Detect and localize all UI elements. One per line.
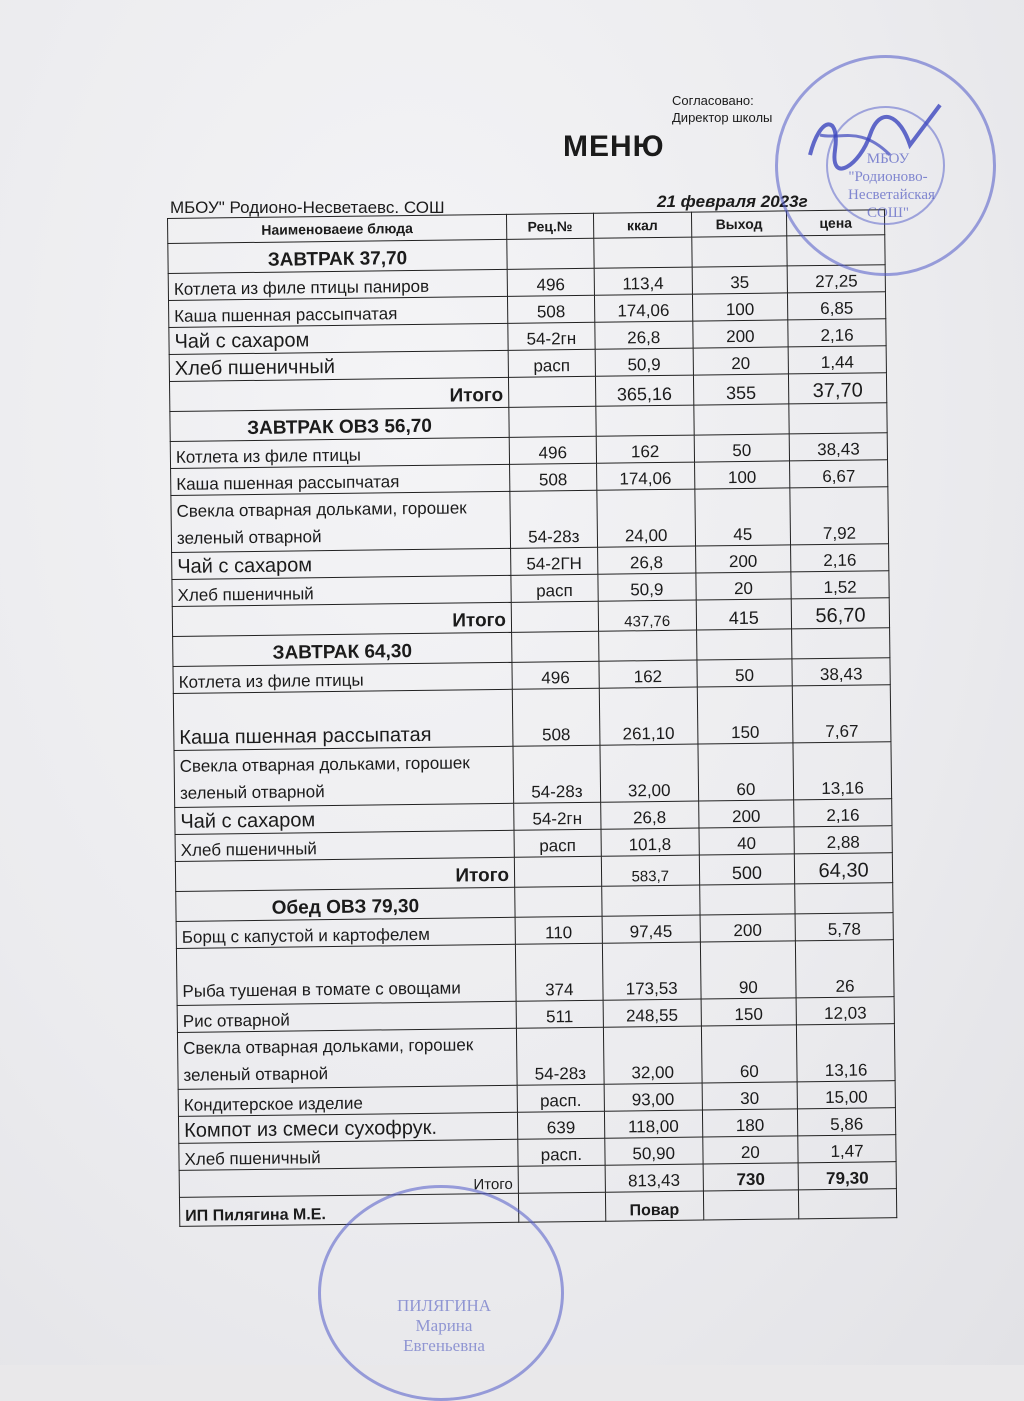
total-out: 355 (693, 374, 789, 405)
header-out: Выход (691, 211, 787, 237)
dish-name: Хлеб пшеничный (172, 575, 511, 606)
dish-price: 38,43 (789, 433, 887, 461)
dish-price: 2,16 (794, 799, 892, 827)
dish-price: 6,67 (790, 460, 888, 488)
dish-out: 100 (694, 461, 790, 489)
dish-out: 45 (694, 488, 790, 546)
dish-out: 150 (701, 998, 797, 1026)
dish-out: 90 (700, 941, 796, 999)
dish-price: 26 (796, 940, 894, 998)
dish-kcal: 26,8 (597, 546, 695, 574)
approval-block (672, 92, 772, 126)
dish-price: 1,44 (788, 346, 886, 374)
dish-out: 50 (694, 434, 790, 462)
dish-price: 7,92 (790, 487, 888, 545)
total-out: 415 (696, 599, 792, 630)
table-row (176, 940, 894, 1006)
dish-kcal: 32,00 (600, 744, 698, 802)
dish-price: 7,67 (792, 685, 890, 743)
dish-rec: 496 (507, 268, 594, 296)
dish-kcal: 174,06 (596, 462, 694, 490)
cook-label: Повар (605, 1191, 703, 1221)
dish-kcal: 50,9 (595, 348, 693, 376)
school-name: МБОУ" Родионо-Несветаевс. СОШ (170, 198, 445, 217)
dish-out: 60 (701, 1025, 797, 1083)
dish-kcal: 97,45 (602, 915, 700, 943)
total-label: Итого (175, 857, 514, 891)
dish-out: 100 (692, 293, 788, 321)
dish-out: 20 (702, 1136, 798, 1164)
dish-rec: расп (511, 574, 598, 602)
dish-out: 200 (698, 800, 794, 828)
total-price: 37,70 (789, 373, 887, 404)
header-price: цена (787, 210, 885, 236)
dish-price: 2,16 (791, 544, 889, 572)
dish-rec: 110 (515, 916, 602, 944)
dish-rec: 54-2ГН (510, 547, 597, 575)
dish-kcal: 162 (599, 660, 697, 688)
dish-price: 13,16 (793, 742, 891, 800)
dish-kcal: 173,53 (602, 942, 700, 1000)
supplier-name: ИП Пилягина М.Е. (179, 1193, 518, 1226)
total-out: 500 (699, 854, 795, 885)
dish-out: 30 (702, 1082, 798, 1110)
total-out: 730 (703, 1163, 799, 1191)
total-label: Итого (179, 1166, 518, 1197)
dish-rec: 508 (509, 463, 596, 491)
dish-name: Чай с сахаром (175, 803, 514, 834)
table-row (173, 685, 891, 751)
total-price: 56,70 (791, 598, 889, 629)
dish-rec: 374 (515, 943, 603, 1001)
dish-kcal: 248,55 (603, 999, 701, 1027)
dish-name: Котлета из филе птицы (170, 437, 509, 468)
dish-out: 50 (697, 659, 793, 687)
dish-out: 40 (699, 827, 795, 855)
section-title: ЗАВТРАК ОВЗ 56,70 (170, 407, 509, 441)
dish-price: 1,47 (798, 1135, 896, 1163)
dish-rec: 54-28з (513, 745, 601, 803)
section-title: ЗАВТРАК 64,30 (173, 632, 512, 666)
dish-price: 38,43 (792, 658, 890, 686)
dish-price: 5,86 (798, 1108, 896, 1136)
dish-name: Борщ с капустой и картофелем (176, 917, 515, 948)
dish-price: 6,85 (788, 292, 886, 320)
dish-kcal: 26,8 (601, 801, 699, 829)
total-kcal: 813,43 (605, 1164, 703, 1192)
dish-kcal: 261,10 (599, 687, 697, 745)
total-label: Итого (169, 377, 508, 411)
menu-table (167, 209, 897, 1227)
page-title: МЕНЮ (563, 130, 665, 163)
dish-name: Рыба тушеная в томате с овощами (176, 944, 516, 1005)
dish-price: 2,88 (794, 826, 892, 854)
dish-rec: расп. (518, 1138, 605, 1166)
dish-name: Каша пшенная рассыпатая (173, 689, 513, 750)
total-price: 64,30 (795, 853, 893, 884)
dish-out: 35 (692, 266, 788, 294)
menu-date: 21 февраля 2023г (657, 192, 808, 211)
total-kcal: 437,76 (598, 600, 696, 631)
dish-kcal: 162 (596, 435, 694, 463)
dish-kcal: 174,06 (594, 294, 692, 322)
dish-out: 20 (695, 572, 791, 600)
dish-rec: расп. (517, 1084, 604, 1112)
dish-name: Каша пшенная рассыпчатая (171, 464, 510, 495)
dish-kcal: 26,8 (595, 321, 693, 349)
director-stamp-text: МБОУ "Родионово-Несветайская СОШ" (848, 151, 935, 221)
dish-name: Хлеб пшеничный (175, 830, 514, 861)
dish-kcal: 93,00 (604, 1083, 702, 1111)
dish-rec: 496 (509, 436, 596, 464)
dish-rec: расп (508, 349, 595, 377)
total-price: 79,30 (798, 1162, 896, 1190)
table-row (177, 1024, 895, 1090)
dish-kcal: 101,8 (601, 828, 699, 856)
dish-rec: 511 (516, 1000, 603, 1028)
dish-kcal: 118,00 (604, 1110, 702, 1138)
approval-label: Согласовано: (672, 93, 754, 108)
dish-price: 1,52 (791, 571, 889, 599)
supplier-stamp-text: ПИЛЯГИНА Марина Евгеньевна (396, 1296, 492, 1355)
dish-price: 2,16 (788, 319, 886, 347)
dish-name: Кондитерское изделие (178, 1085, 517, 1116)
header-name: Наименоваеие блюда (168, 214, 507, 243)
header-kcal: ккал (593, 212, 691, 238)
director-label: Директор школы (672, 110, 773, 125)
total-label: Итого (172, 602, 511, 636)
dish-name: Каша пшенная рассыпчатая (169, 296, 508, 327)
dish-out: 200 (692, 320, 788, 348)
dish-out: 60 (698, 743, 794, 801)
dish-rec: 508 (507, 295, 594, 323)
dish-name: Компот из смеси сухофрук. (178, 1112, 517, 1143)
dish-kcal: 113,4 (594, 267, 692, 295)
dish-out: 180 (702, 1109, 798, 1137)
table-row (174, 742, 892, 808)
dish-name: Рис отварной (177, 1001, 516, 1032)
dish-kcal: 24,00 (597, 489, 695, 547)
dish-name: Хлеб пшеничный (169, 350, 508, 381)
dish-price: 12,03 (796, 997, 894, 1025)
director-signature (800, 95, 950, 185)
dish-price: 5,78 (795, 913, 893, 941)
dish-rec: 54-2гн (514, 802, 601, 830)
header-rec: Рец.№ (506, 213, 593, 239)
dish-kcal: 50,90 (605, 1137, 703, 1165)
dish-name: Котлета из филе птицы (173, 662, 512, 693)
section-title: Обед ОВЗ 79,30 (176, 887, 515, 921)
dish-price: 27,25 (787, 265, 885, 293)
dish-out: 200 (700, 914, 796, 942)
dish-rec: 508 (512, 688, 600, 746)
dish-kcal: 32,00 (603, 1026, 701, 1084)
dish-rec: 54-2гн (508, 322, 595, 350)
dish-name: Свекла отварная дольками, горошек зеленый отварной (177, 1028, 517, 1089)
dish-name: Хлеб пшеничный (179, 1139, 518, 1170)
section-title: ЗАВТРАК 37,70 (168, 239, 507, 273)
dish-rec: 496 (512, 661, 599, 689)
dish-rec: 639 (517, 1111, 604, 1139)
dish-price: 13,16 (797, 1024, 895, 1082)
dish-rec: 54-28з (516, 1027, 604, 1085)
dish-name: Свекла отварная дольками, горошек зеленый отварной (171, 491, 511, 552)
total-kcal: 583,7 (601, 855, 699, 886)
dish-name: Чай с сахаром (169, 323, 508, 354)
dish-name: Котлета из филе птицы паниров (168, 269, 507, 300)
dish-name: Чай с сахаром (172, 548, 511, 579)
dish-price: 15,00 (797, 1081, 895, 1109)
table-row (171, 487, 889, 553)
dish-rec: 54-28з (510, 490, 598, 548)
dish-out: 150 (697, 686, 793, 744)
dish-out: 200 (695, 545, 791, 573)
dish-name: Свекла отварная дольками, горошек зеленый отварной (174, 746, 514, 807)
supplier-stamp (318, 1185, 564, 1401)
total-kcal: 365,16 (595, 375, 693, 406)
dish-rec: расп (514, 829, 601, 857)
dish-kcal: 50,9 (598, 573, 696, 601)
dish-out: 20 (693, 347, 789, 375)
